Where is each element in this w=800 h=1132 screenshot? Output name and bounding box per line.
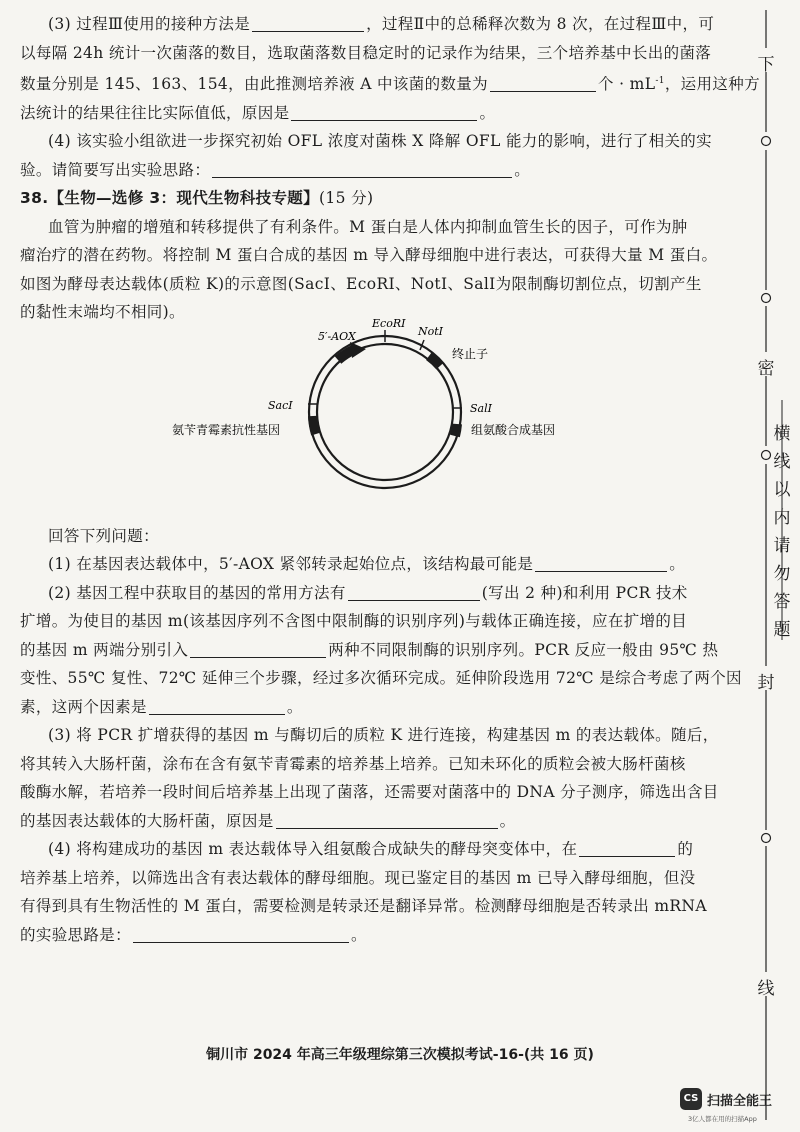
seal-xian-char: 线 xyxy=(757,979,775,999)
label-sali: SalⅠ xyxy=(470,402,492,415)
plasmid-k-diagram xyxy=(150,312,590,494)
q38-2-line1: (2) 基因工程中获取目的基因的常用方法有 (写出 2 种)和利用 PCR 技术 xyxy=(48,583,688,602)
answer-blank[interactable] xyxy=(291,104,477,121)
label-aox: 5′-AOX xyxy=(318,330,356,343)
binding-hole-icon xyxy=(762,834,771,843)
q38-4-line1: (4) 将构建成功的基因 m 表达载体导入组氨酸合成缺失的酵母突变体中，在 的 xyxy=(48,840,694,859)
answer-blank[interactable] xyxy=(535,555,667,572)
answer-blank[interactable] xyxy=(276,812,498,829)
terminator-block xyxy=(429,356,440,366)
q38-2-line2: 扩增。为使目的基因 m(该基因序列不含图中限制酶的识别序列)与载体正确连接，应在扩增的目 xyxy=(20,612,688,631)
answer-blank[interactable] xyxy=(212,161,512,178)
camscanner-logo-icon: CS xyxy=(680,1088,702,1110)
answer-blank[interactable] xyxy=(190,641,326,658)
q38-intro-3: 如图为酵母表达载体(质粒 K)的示意图(SacⅠ、EcoRⅠ、NotⅠ、SalⅠ为限制酶切割位点，切割产生 xyxy=(20,274,702,293)
q37-4-line2: 验。请简要写出实验思路： 。 xyxy=(20,160,531,179)
label-saci: SacⅠ xyxy=(268,399,293,412)
watermark-name: 扫描全能王 xyxy=(707,1094,773,1109)
q38-3-line1: (3) 将 PCR 扩增获得的基因 m 与酶切后的质粒 K 进行连接，构建基因 m 的表达载体。随后， xyxy=(48,726,719,745)
label-ecori: EcoRⅠ xyxy=(372,317,406,330)
q38-2-line3: 的基因 m 两端分别引入 两种不同限制酶的识别序列。PCR 反应一般由 95℃ 热 xyxy=(20,640,719,659)
binding-hole-icon xyxy=(762,294,771,303)
label-his-gene: 组氨酸合成基因 xyxy=(471,423,556,437)
aox-arrow-icon xyxy=(350,342,366,358)
binding-margin xyxy=(738,0,798,1132)
seal-top-char: 下 xyxy=(757,55,775,75)
q37-4-line1: (4) 该实验小组欲进一步探究初始 OFL 浓度对菌株 X 降解 OFL 能力的影响，进行了相关的实 xyxy=(48,132,712,151)
answer-blank[interactable] xyxy=(348,584,480,601)
q38-2-line5: 素，这两个因素是 。 xyxy=(20,697,303,716)
amp-gene-block xyxy=(313,416,316,434)
q37-3-line3: 数量分别是 145、163、154，由此推测培养液 A 中该菌的数量为 个 · $mL^{-1}$，运用这种方 xyxy=(20,75,760,94)
q38-intro-2: 瘤治疗的潜在药物。将控制 M 蛋白合成的基因 m 导入酵母细胞中进行表达，可获得大量 M 蛋白。 xyxy=(20,246,718,265)
q38-4-line2: 培养基上培养，以筛选出含有表达载体的酵母细胞。现已鉴定目的基因 m 已导入酵母细胞，但没 xyxy=(20,868,696,887)
answer-prompt: 回答下列问题： xyxy=(48,526,159,545)
no-answer-notice: 横 线 以 内 请 勿 答 题 xyxy=(773,424,791,640)
q38-4-line4: 的实验思路是： 。 xyxy=(20,925,367,944)
q38-3-line4: 的基因表达载体的大肠杆菌，原因是 。 xyxy=(20,811,516,830)
q38-intro-4: 的黏性末端均不相同)。 xyxy=(20,303,185,322)
his-gene-block xyxy=(455,424,457,436)
q38-4-line3: 有得到具有生物活性的 M 蛋白，需要检测是转录还是翻译异常。检测酵母细胞是否转录出 mRNA xyxy=(20,897,707,916)
label-amp-gene: 氨苄青霉素抗性基因 xyxy=(172,423,281,437)
q37-3-line4: 法统计的结果往往比实际值低，原因是 。 xyxy=(20,103,496,122)
answer-blank[interactable] xyxy=(579,840,675,857)
answer-blank[interactable] xyxy=(490,75,596,92)
q37-3-line1: (3) 过程Ⅲ使用的接种方法是 ，过程Ⅱ中的总稀释次数为 8 次，在过程Ⅲ中，可 xyxy=(48,15,715,33)
label-terminator: 终止子 xyxy=(452,347,489,361)
seal-mi-char: 密 xyxy=(757,359,775,379)
answer-blank[interactable] xyxy=(149,698,285,715)
q38-3-line2: 将其转入大肠杆菌，涂布在含有氨苄青霉素的培养基上培养。已知未环化的质粒会被大肠杆菌核 xyxy=(20,754,686,773)
q38-3-line3: 酸酶水解，若培养一段时间后培养基上出现了菌落，还需要对菌落中的 DNA 分子测序，筛选出含目 xyxy=(20,783,719,802)
answer-blank[interactable] xyxy=(133,926,349,943)
watermark-subtitle: 3亿人都在用的扫描App xyxy=(688,1115,757,1123)
q38-2-line4: 变性、55℃ 复性、72℃ 延伸三个步骤，经过多次循环完成。延伸阶段选用 72℃ 是综合考虑了两个因 xyxy=(20,669,742,688)
binding-hole-icon xyxy=(762,137,771,146)
label-noti: NotⅠ xyxy=(418,325,444,338)
camscanner-watermark xyxy=(680,1088,792,1128)
answer-blank[interactable] xyxy=(252,15,364,32)
q38-intro-1: 血管为肿瘤的增殖和转移提供了有利条件。M 蛋白是人体内抑制血管生长的因子，可作为肿 xyxy=(48,217,688,236)
q38-heading: 38.【生物—选修 3：现代生物科技专题】(15 分) xyxy=(20,189,374,208)
page-footer: 铜川市 2024 年高三年级理综第三次模拟考试-16-(共 16 页) xyxy=(206,1047,594,1063)
q37-3-line2: 以每隔 24h 统计一次菌落的数目，选取菌落数目稳定时的记录作为结果，三个培养基中长出的菌落 xyxy=(20,43,712,62)
seal-feng-char: 封 xyxy=(757,673,775,693)
q38-1: (1) 在基因表达载体中，5′-AOX 紧邻转录起始位点，该结构最可能是 。 xyxy=(48,555,686,574)
